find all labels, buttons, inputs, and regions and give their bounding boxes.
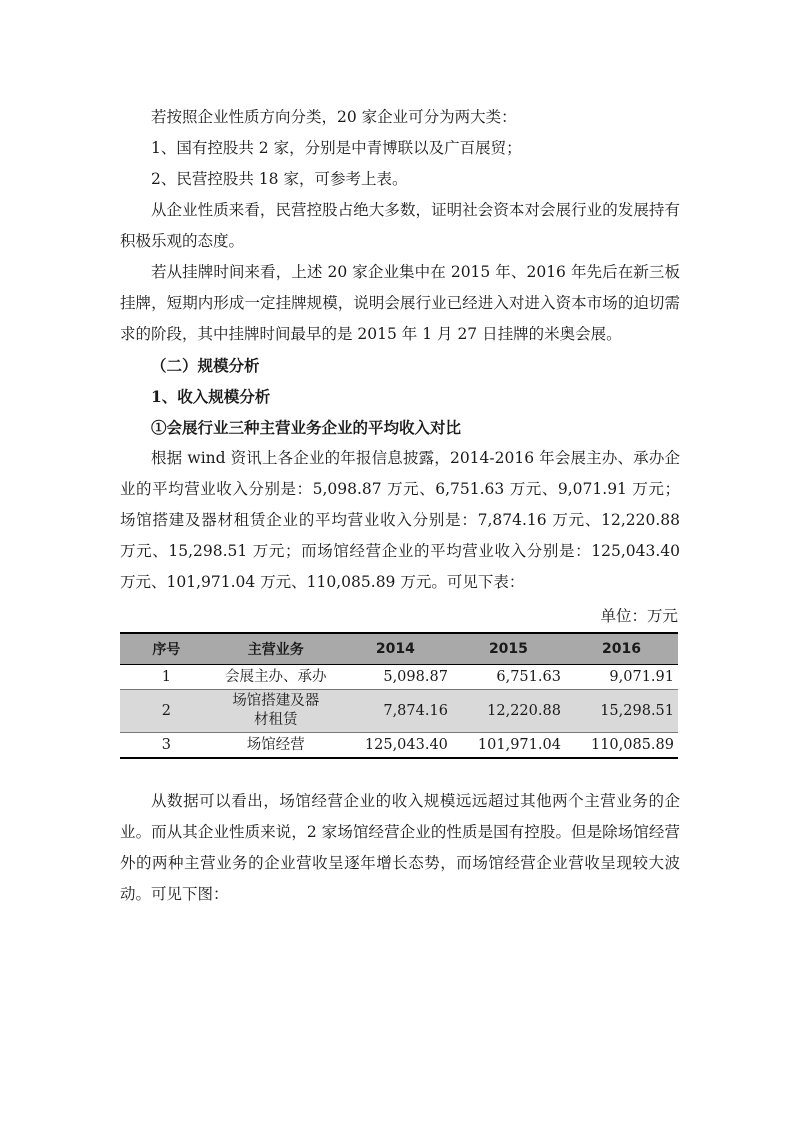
- paragraph-classification: 若按照企业性质方向分类，20 家企业可分为两大类：: [151, 108, 517, 126]
- paragraph-listing-time: 若从挂牌时间来看，上述 20 家企业集中在 2015 年、2016 年先后在新三板挂牌，短期内形成一定挂牌规模，说明会展行业已经进入对进入资本市场的迫切需求的阶段，其中挂牌时间最早的是 2015 年 1 月 27 日挂牌的米奥会展。: [120, 263, 680, 343]
- column-header: 2015: [452, 633, 565, 665]
- table-cell: 125,043.40: [339, 733, 452, 759]
- table-cell: 101,971.04: [452, 733, 565, 759]
- table-cell: 7,874.16: [339, 690, 452, 733]
- column-header: 2016: [565, 633, 678, 665]
- paragraph-nature: 从企业性质来看，民营控股占绝大多数，证明社会资本对会展行业的发展持有积极乐观的态度。: [120, 201, 680, 250]
- column-header: 2014: [339, 633, 452, 665]
- paragraph-wind-data: 根据 wind 资讯上各企业的年报信息披露，2014-2016 年会展主办、承办企业的平均营业收入分别是：5,098.87 万元、6,751.63 万元、9,071.91 万元；场馆搭建及器材租赁企业的平均营业收入分别是：7,874.16 万元、12,220.88 万元、15,298.51 万元；而场馆经营企业的平均营业收入分别是：125,043.40 万元、101,971.04 万元、110,085.89 万元。可见下表：: [120, 449, 680, 591]
- section-heading-scale: （二）规模分析: [151, 356, 260, 375]
- table-cell: 场馆经营: [213, 733, 339, 759]
- list-item-state-owned: 1、国有控股共 2 家，分别是中青博联以及广百展贸；: [151, 139, 522, 157]
- table-cell: 15,298.51: [565, 690, 678, 733]
- table-cell: 2: [120, 690, 213, 733]
- column-header: 主营业务: [213, 633, 339, 665]
- table-unit-label: 单位：万元: [600, 607, 678, 625]
- table-cell: 1: [120, 665, 213, 690]
- table-row: [120, 690, 678, 733]
- subsection-heading-revenue: 1、收入规模分析: [151, 387, 271, 406]
- list-item-private: 2、民营控股共 18 家，可参考上表。: [151, 170, 408, 188]
- table-cell: 6,751.63: [452, 665, 565, 690]
- subsection-heading-average-revenue: ①会展行业三种主营业务企业的平均收入对比: [151, 418, 462, 437]
- table-cell: 110,085.89: [565, 733, 678, 759]
- table-cell: 场馆搭建及器材租赁: [213, 690, 339, 733]
- revenue-table: [120, 632, 678, 759]
- column-header: 序号: [120, 633, 213, 665]
- paragraph-conclusion: 从数据可以看出，场馆经营企业的收入规模远远超过其他两个主营业务的企业。而从其企业性质来说，2 家场馆经营企业的性质是国有控股。但是除场馆经营外的两种主营业务的企业营收呈逐年增长态势，而场馆经营企业营收呈现较大波动。可见下图：: [120, 792, 680, 903]
- table-cell: 会展主办、承办: [213, 665, 339, 690]
- table-row: [120, 733, 678, 759]
- table-row: [120, 665, 678, 690]
- table-cell: 3: [120, 733, 213, 759]
- table-cell: 12,220.88: [452, 690, 565, 733]
- table-cell: 9,071.91: [565, 665, 678, 690]
- table-cell: 5,098.87: [339, 665, 452, 690]
- table-header-row: [120, 633, 678, 665]
